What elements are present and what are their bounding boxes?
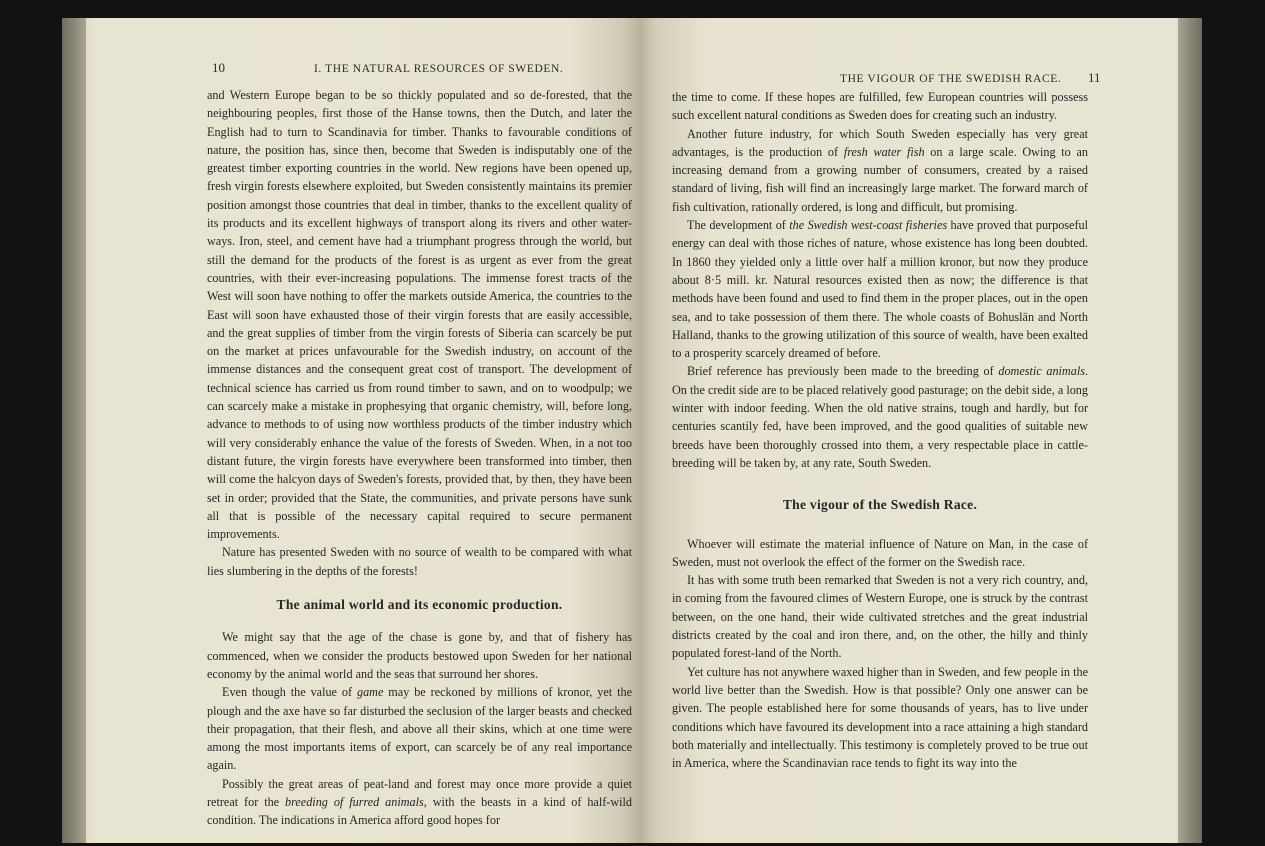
paragraph: the time to come. If these hopes are fulfilled, few European countries will possess such excellent natural conditions as Sweden does for creating such an industry.: [672, 90, 1088, 123]
body-text: [207, 86, 632, 830]
paragraph: The development of the Swedish west-coast fisheries have proved that purposeful energy can deal with those riches of nature, whose existence has long been doubted. In 1860 they yielded only a little over half a million kronor, but now they produce about 8·5 mill. kr. Natural resources existed then as now; the difference is that methods have been found and used to find them in the proper places, out in the open sea, and to take possession of them there. The whole coasts of Bohuslän and North Halland, thanks to the growing utilization of this source of wealth, have been exalted to a prosperity scarcely dreamed of before.: [672, 218, 1088, 361]
paragraph: We might say that the age of the chase is gone by, and that of fishery has commenced, when we consider the products bestowed upon Sweden for her national economy by the animal world and the seas that surround her shores.: [207, 630, 632, 681]
right-page: [640, 18, 1202, 843]
paragraph: and Western Europe began to be so thickly populated and so de-forested, that the neighbouring peoples, first those of the Hanse towns, then the Dutch, and later the English had to turn to Scandinavia for timber. Thanks to favourable conditions of nature, the position has, since then, become that Sweden is indisputably one of the greatest timber exporting countries in the world. New regions have been opened up, fresh virgin forests elsewhere exploited, but Sweden consistently maintains its premier position amongst those countries that deal in timber, thanks to the excellent quality of its products and its excellent highways of transport along its rivers and other water-ways. Iron, steel, and cement have had a triumphant progress through the world, but still the demand for the products of the forest is as urgent as ever from the great countries, with their ever-increasing populations. The immense forest tracts of the West will soon have nothing to offer the markets outside America, the countries to the East will soon have exhausted those of their virgin forests that are easily accessible, and the great supplies of timber from the virgin forests of Siberia can scarcely be put on the market at prices unfavourable for the Swedish industry, on account of the immense distances and the consequent great cost of transport. The development of technical science has carried us from round timber to sawn, and on to woodpulp; we can scarcely make a mistake in prophesying that organic chemistry, will, before long, advance to methods to of using now worthless products of the timber industry which will very considerably enhance the value of the forests of Sweden. When, in a not too distant future, the virgin forests have everywhere been transformed into timber, then will come the halcyon days of Sweden's forests, provided that, by then, they have been set in order; provided that the State, the communities, and private persons have sunk all that is possible of the necessary capital required to secure permanent improvements.: [207, 88, 632, 542]
paragraph: Yet culture has not anywhere waxed higher than in Sweden, and few people in the world live better than the Swedish. How is that possible? Only one answer can be given. The people established here for some thousands of years, has to live under conditions which have favoured its development into a race attaining a high standard both materially and intellectually. This testimony is completely proved to be true out in America, where the Scandinavian race tends to fight its way into the: [672, 664, 1088, 771]
open-book: [62, 18, 1202, 843]
page-number: 10: [212, 60, 225, 75]
paragraph: Even though the value of game may be reckoned by millions of kronor, yet the plough and the axe have so far disturbed the seclusion of the larger beasts and checked their propagation, that their flesh, and above all their skins, which at one time were among the most importants items of export, can scarcely be of any real importance again.: [207, 685, 632, 773]
paragraph: Another future industry, for which South Sweden especially has very great advantages, is the production of fresh water fish on a large scale. Owing to an increasing demand from a growing number of consumers, created by a raised standard of living, fish will find an increasingly large market. The forward march of fish cultivation, rationally ordered, is long and difficult, but promising.: [672, 126, 1088, 214]
paragraph: Whoever will estimate the material influence of Nature on Man, in the case of Sweden, must not overlook the effect of the former on the Swedish race.: [672, 536, 1088, 569]
section-heading: The vigour of the Swedish Race.: [782, 497, 978, 513]
running-header: I. THE NATURAL RESOURCES OF SWEDEN.: [314, 63, 564, 75]
section-heading: The animal world and its economic production.: [276, 597, 563, 613]
running-header: THE VIGOUR OF THE SWEDISH RACE.: [840, 73, 1062, 85]
paragraph: It has with some truth been remarked that Sweden is not a very rich country, and, in coming from the favoured climes of Western Europe, one is struck by the contrast between, on the one hand, their wide cultivated stretches and the great industrial districts created by the coal and iron there, and, on the other, the hilly and thinly populated forest-land of the North.: [672, 573, 1088, 661]
page-number: 11: [1088, 70, 1101, 85]
paragraph: Nature has presented Sweden with no source of wealth to be compared with what lies slumbering in the depths of the forests!: [207, 545, 632, 578]
paragraph: Possibly the great areas of peat-land and forest may once more provide a quiet retreat for the breeding of furred animals, with the beasts in a kind of half-wild condition. The indications in America afford good hopes for: [207, 776, 632, 828]
left-page: [62, 18, 640, 843]
body-text: [672, 88, 1088, 772]
right-cover-edge: [1178, 18, 1202, 843]
left-cover-edge: [62, 18, 86, 843]
paragraph: Brief reference has previously been made to the breeding of domestic animals. On the credit side are to be placed relatively good pasturage; on the debit side, a long winter with indoor feeding. When the old native strains, tough and hardly, but for centuries scantily fed, have been improved, and the good qualities of suitable new breeds have been thoroughly crossed into them, a very respectable place in cattle-breeding will be taken by, at any rate, South Sweden.: [672, 364, 1089, 470]
